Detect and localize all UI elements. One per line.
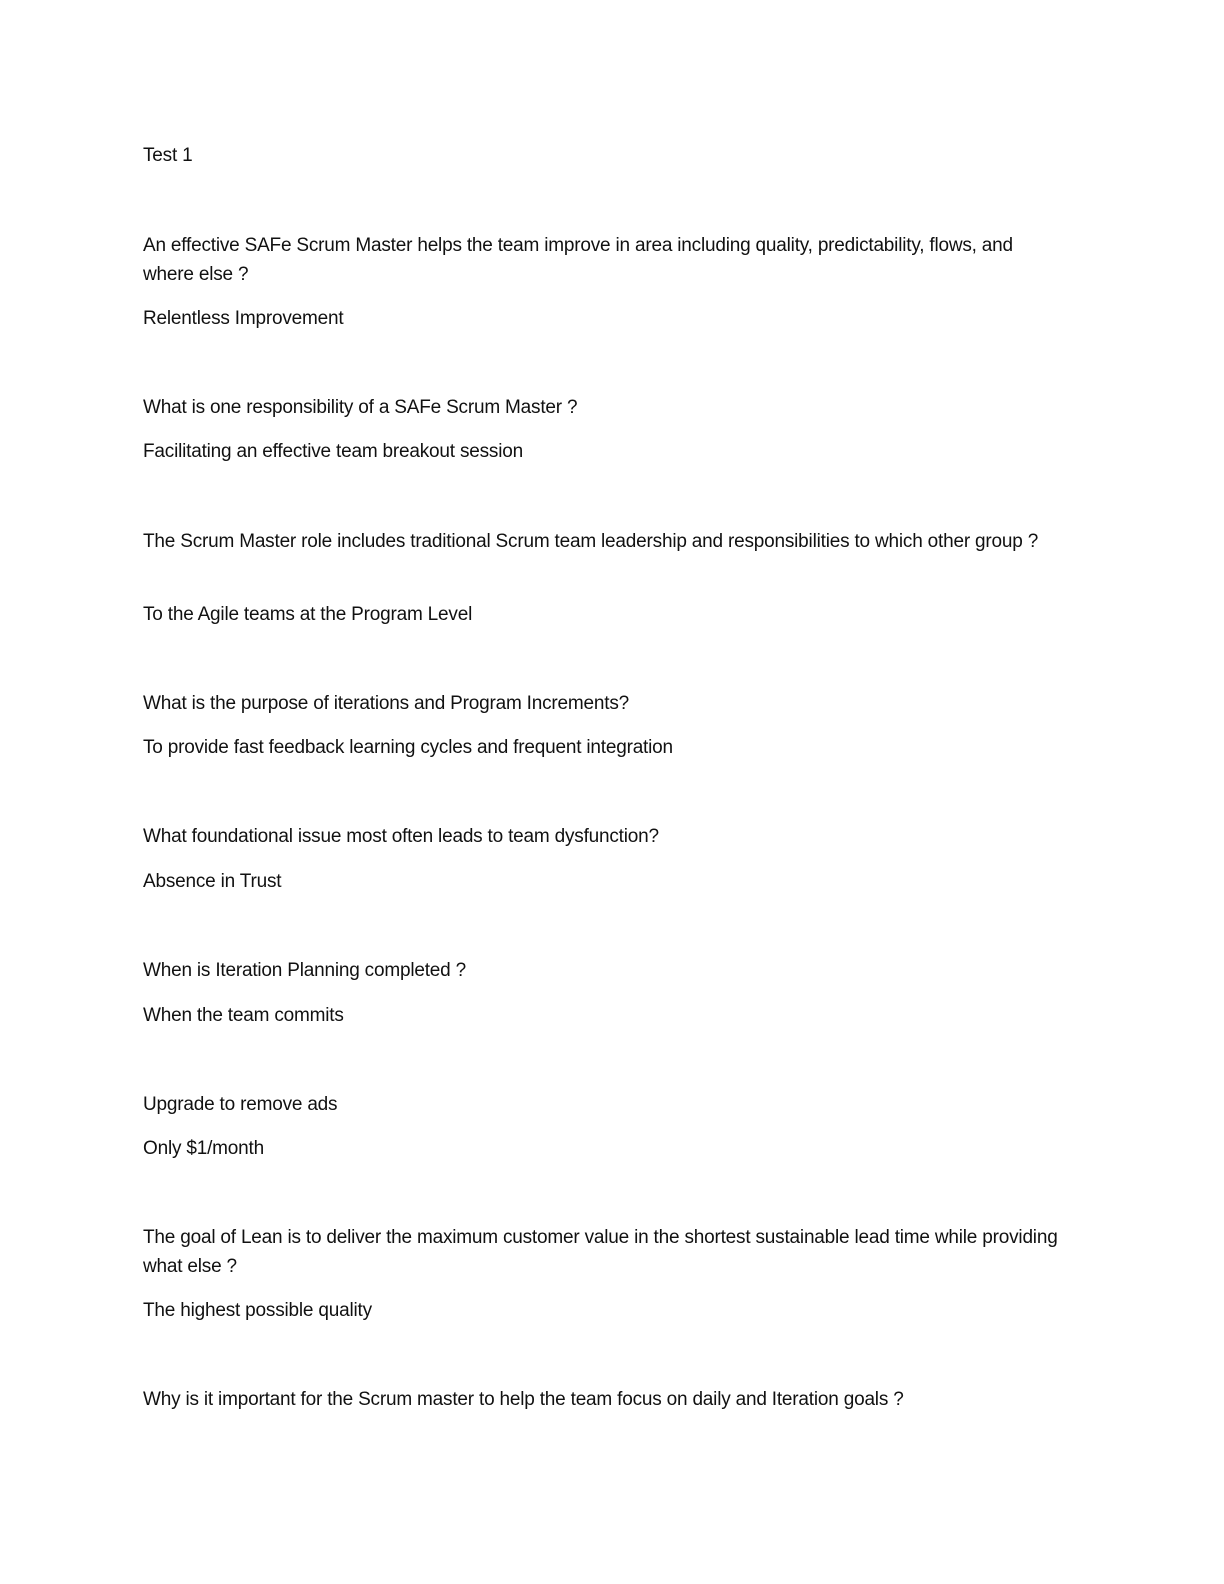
question-6: When is Iteration Planning completed ? xyxy=(143,960,466,981)
answer-4: To provide fast feedback learning cycles and frequent integration xyxy=(143,737,673,758)
question-8: Why is it important for the Scrum master to help the team focus on daily and Iteration goals ? xyxy=(143,1389,904,1410)
answer-3: To the Agile teams at the Program Level xyxy=(143,604,473,625)
question-7: The goal of Lean is to deliver the maximum customer value in the shortest sustainable lead time while providing what else ? xyxy=(143,1227,1058,1277)
question-4: What is the purpose of iterations and Program Increments? xyxy=(143,693,630,714)
ad-upgrade-text: Upgrade to remove ads xyxy=(143,1094,338,1115)
answer-6: When the team commits xyxy=(143,1005,344,1026)
answer-7: The highest possible quality xyxy=(143,1300,372,1321)
question-1: An effective SAFe Scrum Master helps the team improve in area including quality, predictability, flows, and where else ? xyxy=(143,235,1013,285)
question-3: The Scrum Master role includes traditional Scrum team leadership and responsibilities to which other group ? xyxy=(143,531,1039,552)
question-2: What is one responsibility of a SAFe Scrum Master ? xyxy=(143,397,578,418)
answer-2: Facilitating an effective team breakout session xyxy=(143,441,523,462)
ad-price-text: Only $1/month xyxy=(143,1138,264,1159)
answer-5: Absence in Trust xyxy=(143,871,282,892)
question-5: What foundational issue most often leads to team dysfunction? xyxy=(143,826,659,847)
answer-1: Relentless Improvement xyxy=(143,308,344,329)
document-title: Test 1 xyxy=(143,145,193,166)
